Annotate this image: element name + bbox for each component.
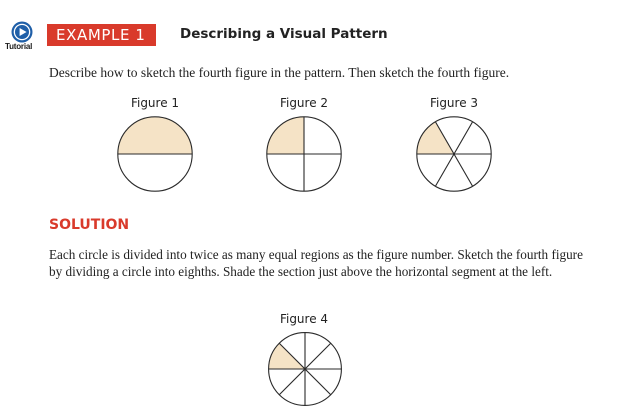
figure-1-label: Figure 1 xyxy=(130,96,180,110)
figure-4-circle xyxy=(268,332,342,406)
figure-3-shaded-region xyxy=(417,122,454,154)
figure-3-label: Figure 3 xyxy=(429,96,479,110)
tutorial-label[interactable]: Tutorial xyxy=(5,42,33,51)
solution-text: Each circle is divided into twice as many equal regions as the figure number. Sketch the fourth figure by dividing a circle into eighths. Shade the section just above the horizontal segment at the left. xyxy=(49,247,583,279)
figure-2-label: Figure 2 xyxy=(279,96,329,110)
prompt-text: Describe how to sketch the fourth figure in the pattern. Then sketch the fourth figure. xyxy=(49,65,510,80)
figure-1-circle xyxy=(117,116,193,192)
figure-2-circle xyxy=(266,116,342,192)
figure-4-shaded-region xyxy=(269,343,305,369)
play-circle-icon[interactable] xyxy=(11,21,33,43)
example-badge: EXAMPLE 1 xyxy=(47,24,156,46)
figure-1-shaded-region xyxy=(118,117,192,154)
solution-heading: SOLUTION xyxy=(49,217,130,233)
figure-3-circle xyxy=(416,116,492,192)
figure-4-label: Figure 4 xyxy=(279,312,329,326)
example-title: Describing a Visual Pattern xyxy=(180,26,388,42)
